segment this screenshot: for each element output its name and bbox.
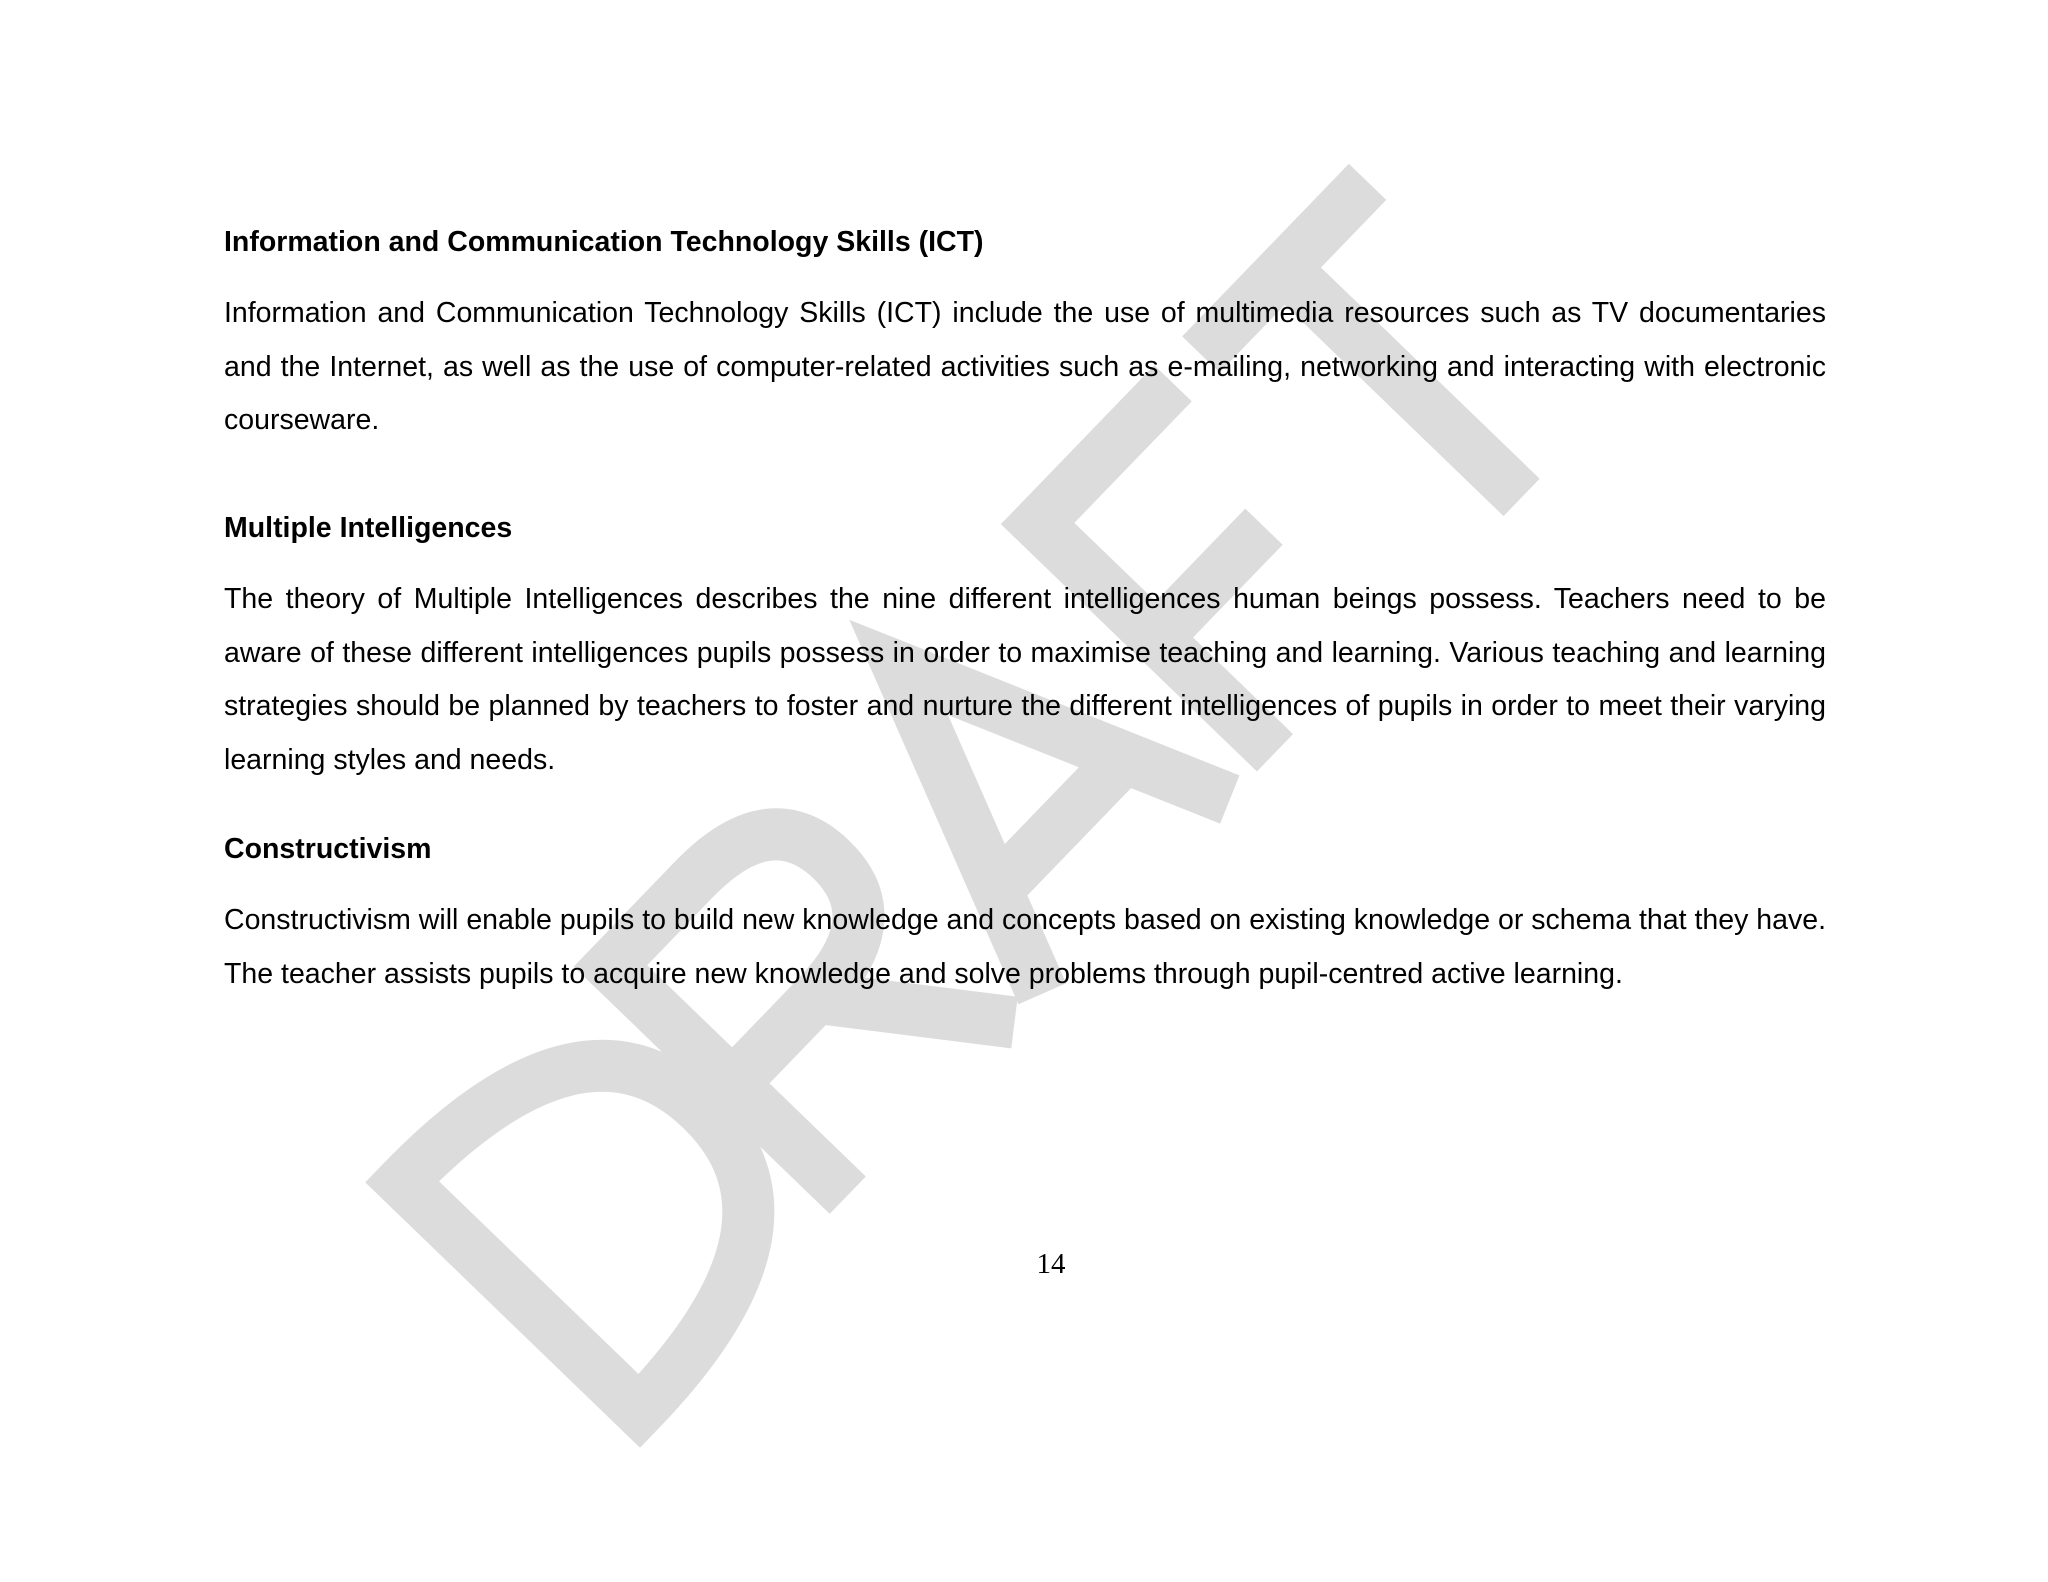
- paragraph-ict: Information and Communication Technology Skills (ICT) include the use of multimedia resources such as TV documentaries and the Internet, as well as the use of computer-related activities such as e-mailing, networking and interacting with electronic courseware.: [224, 297, 1826, 436]
- heading-multiple-intelligences: Multiple Intelligences: [224, 512, 513, 544]
- heading-constructivism: Constructivism: [224, 833, 432, 865]
- page-number: 14: [1036, 1248, 1066, 1280]
- heading-ict: Information and Communication Technology Skills (ICT): [224, 226, 984, 258]
- paragraph-multiple-intelligences: The theory of Multiple Intelligences describes the nine different intelligences human beings possess. Teachers need to be aware of these different intelligences pupils possess in order to maximise teaching and learning. Various teaching and learning strategies should be planned by teachers to foster and nurture the different intelligences of pupils in order to meet their varying learning styles and needs.: [224, 583, 1826, 776]
- watermark-letter-d: [384, 995, 820, 1430]
- paragraph-constructivism: Constructivism will enable pupils to build new knowledge and concepts based on existing knowledge or schema that they have. The teacher assists pupils to acquire new knowledge and solve problems through pupil-centred active learning.: [224, 904, 1826, 990]
